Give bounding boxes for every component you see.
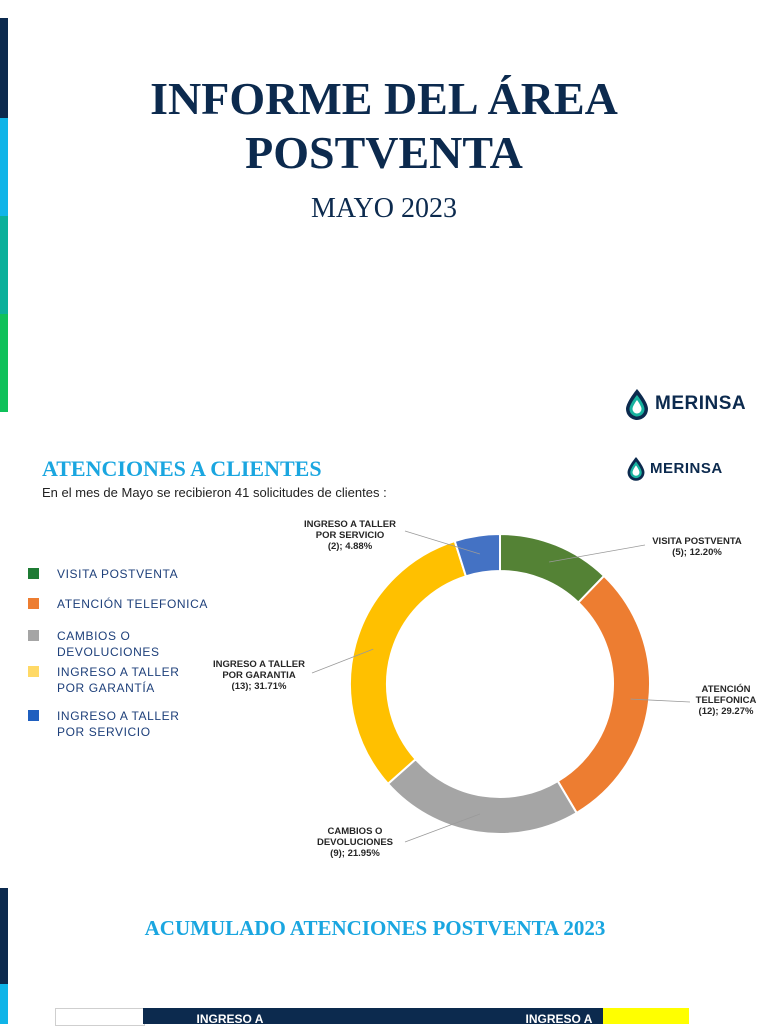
table-header-cell-empty	[55, 1008, 145, 1026]
legend-label: CAMBIOS O DEVOLUCIONES	[57, 629, 160, 659]
section-description: En el mes de Mayo se recibieron 41 solicitudes de clientes :	[42, 485, 387, 500]
data-label-3: CAMBIOS O DEVOLUCIONES (9); 21.95%	[316, 826, 394, 859]
table-header-cell-2	[317, 1008, 515, 1024]
accumulated-slide	[0, 888, 768, 1024]
logo-text: MERINSA	[650, 460, 723, 477]
table-header-cell-4	[603, 1008, 689, 1024]
legend-label: INGRESO A TALLER POR GARANTÍA	[57, 665, 180, 695]
table-header-cell-3: INGRESO A	[515, 1008, 603, 1024]
donut-slice-3	[388, 759, 577, 834]
report-subtitle: MAYO 2023	[311, 193, 457, 224]
legend-label: VISITA POSTVENTA	[57, 567, 179, 581]
accumulated-title: ACUMULADO ATENCIONES POSTVENTA 2023	[144, 916, 606, 940]
data-label-4: INGRESO A TALLER POR GARANTIA (13); 31.71%	[212, 659, 306, 692]
data-label-5: INGRESO A TALLER POR SERVICIO (2); 4.88%	[303, 519, 397, 552]
data-label-1: VISITA POSTVENTA (5); 12.20%	[652, 536, 742, 558]
donut-slice-2	[558, 576, 650, 813]
section-title: ATENCIONES A CLIENTES	[42, 456, 322, 481]
legend-label: INGRESO A TALLER POR SERVICIO	[57, 709, 180, 739]
data-label-2: ATENCIÓN TELEFONICA (12); 29.27%	[695, 684, 757, 717]
donut-slice-4	[350, 541, 466, 784]
logo-text: MERINSA	[655, 393, 747, 414]
accent-bar-blue	[0, 984, 8, 1024]
table-header-cell-1: INGRESO A	[143, 1008, 317, 1024]
legend-label: ATENCIÓN TELEFONICA	[57, 597, 208, 611]
report-title-line1: INFORME DEL ÁREA	[150, 73, 618, 124]
report-title-line2: POSTVENTA	[245, 127, 523, 178]
